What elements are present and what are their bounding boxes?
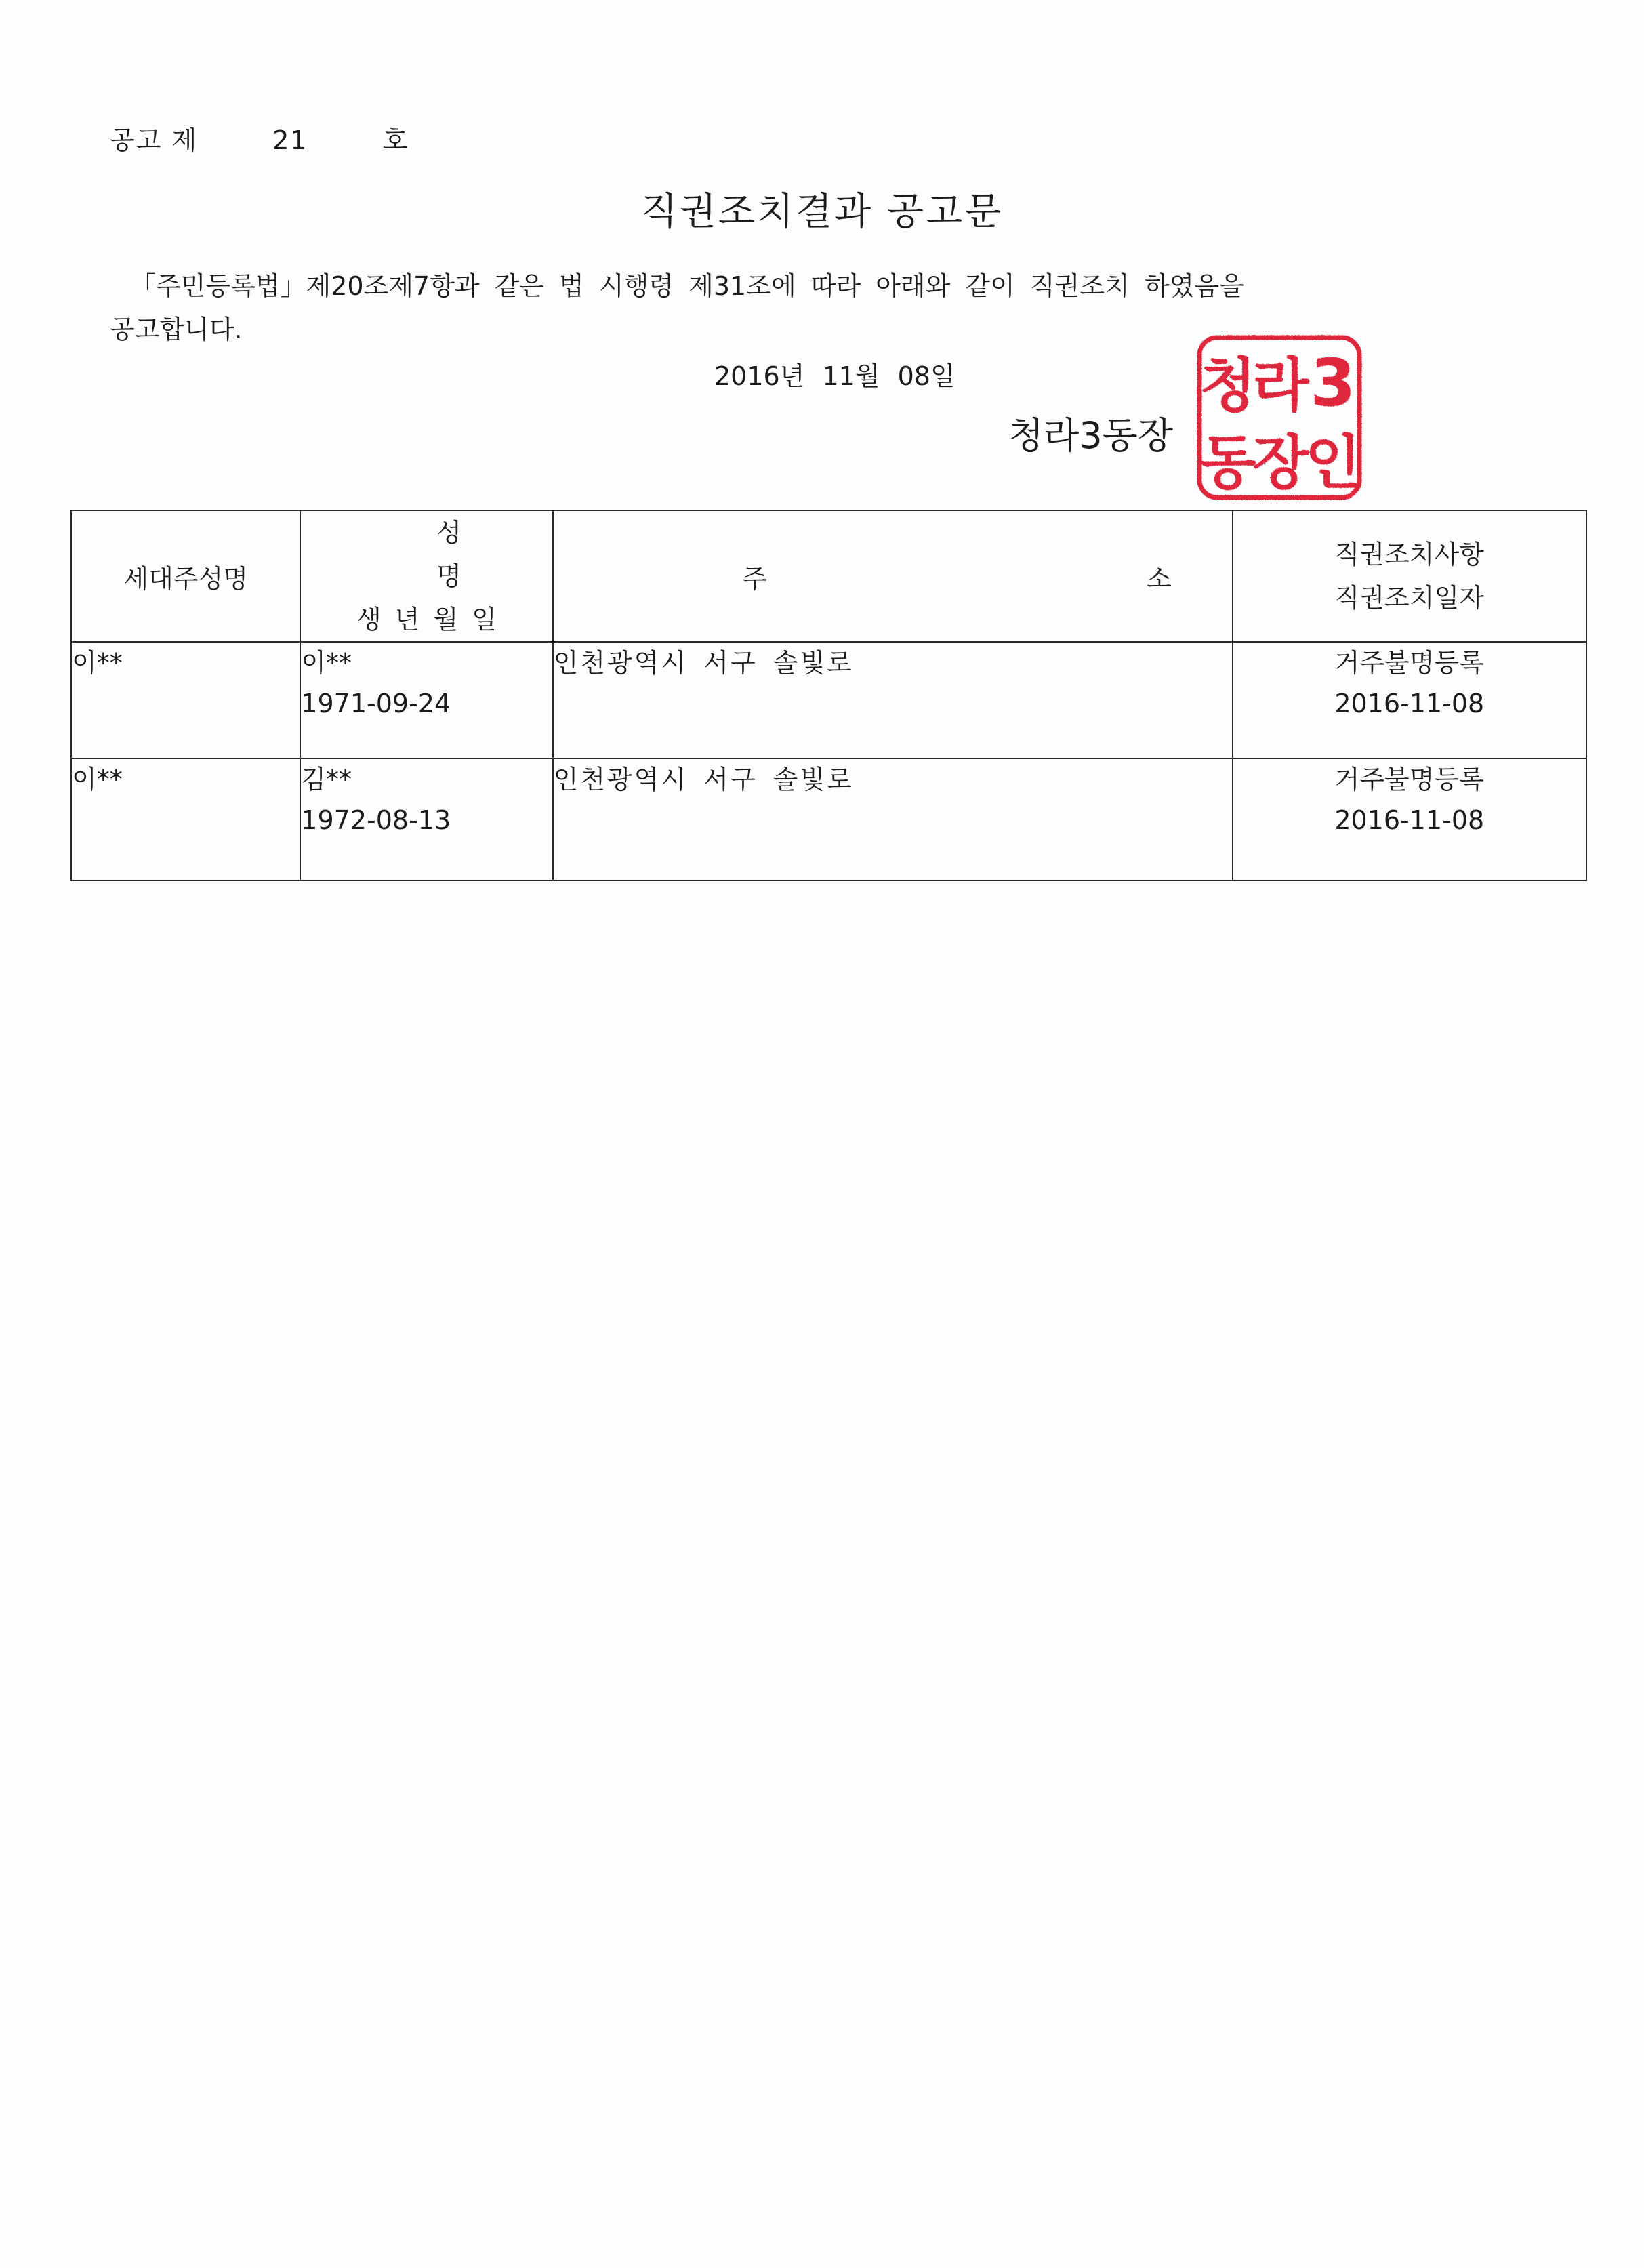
- table-header-row: [71, 510, 1586, 642]
- seal-char: 라: [1252, 352, 1309, 420]
- table-row: [71, 642, 1586, 758]
- header-address: [553, 510, 1233, 642]
- notice-body-line-2: 공고합니다.: [110, 315, 243, 344]
- header-address-part-b: 소: [1147, 563, 1172, 594]
- seal-char: 동: [1199, 429, 1256, 497]
- notice-prefix: 공고 제: [110, 125, 199, 155]
- action-date-value: 2016-11-08: [1334, 689, 1485, 718]
- records-table: [70, 510, 1587, 881]
- notice-number: [110, 119, 409, 157]
- seal-char: 장: [1252, 429, 1309, 497]
- address-value: 인천광역시 서구 솔빛로: [553, 765, 854, 794]
- header-name-label: 성명: [436, 518, 598, 591]
- notice-date: 2016년 11월 08일: [714, 361, 955, 391]
- table-row: [71, 758, 1586, 880]
- header-birth-label: 생년월일: [356, 605, 510, 634]
- birth-value: 1972-08-13: [301, 805, 451, 835]
- notice-number-value: 21: [272, 125, 308, 155]
- action-value: 거주불명등록: [1334, 648, 1484, 678]
- signer-name: 청라3동장: [1008, 414, 1174, 457]
- householder-value: 이**: [72, 648, 123, 678]
- header-action-date-label: 직권조치일자: [1334, 583, 1484, 613]
- header-address-part-a: 주: [742, 563, 768, 594]
- cell-name-birth: [300, 758, 552, 880]
- cell-householder: [71, 642, 300, 758]
- cell-address: [553, 758, 1233, 880]
- cell-address: [553, 642, 1233, 758]
- header-name-birth: [300, 510, 598, 642]
- cell-name-birth: [300, 642, 552, 758]
- page-title: 직권조치결과 공고문: [640, 190, 1004, 234]
- householder-value: 이**: [72, 765, 123, 794]
- cell-action: [1233, 758, 1586, 880]
- official-seal: [1194, 332, 1365, 503]
- seal-char: 3: [1310, 345, 1356, 421]
- name-value: 김**: [301, 765, 352, 794]
- header-action: [1233, 510, 1586, 642]
- seal-char: 청: [1199, 352, 1256, 420]
- action-value: 거주불명등록: [1334, 765, 1484, 794]
- name-value: 이**: [301, 648, 352, 678]
- action-date-value: 2016-11-08: [1334, 805, 1485, 835]
- seal-char: 인: [1304, 429, 1361, 497]
- notice-body-line-1: 「주민등록법」제20조제7항과 같은 법 시행령 제31조에 따라 아래와 같이 직권조치 하였음을: [130, 271, 1244, 301]
- cell-action: [1233, 642, 1586, 758]
- notice-suffix: 호: [382, 125, 409, 155]
- header-householder-label: 세대주성명: [123, 563, 248, 594]
- address-value: 인천광역시 서구 솔빛로: [553, 648, 854, 678]
- header-householder: [71, 510, 300, 642]
- birth-value: 1971-09-24: [301, 689, 451, 718]
- header-action-label: 직권조치사항: [1334, 540, 1484, 569]
- cell-householder: [71, 758, 300, 880]
